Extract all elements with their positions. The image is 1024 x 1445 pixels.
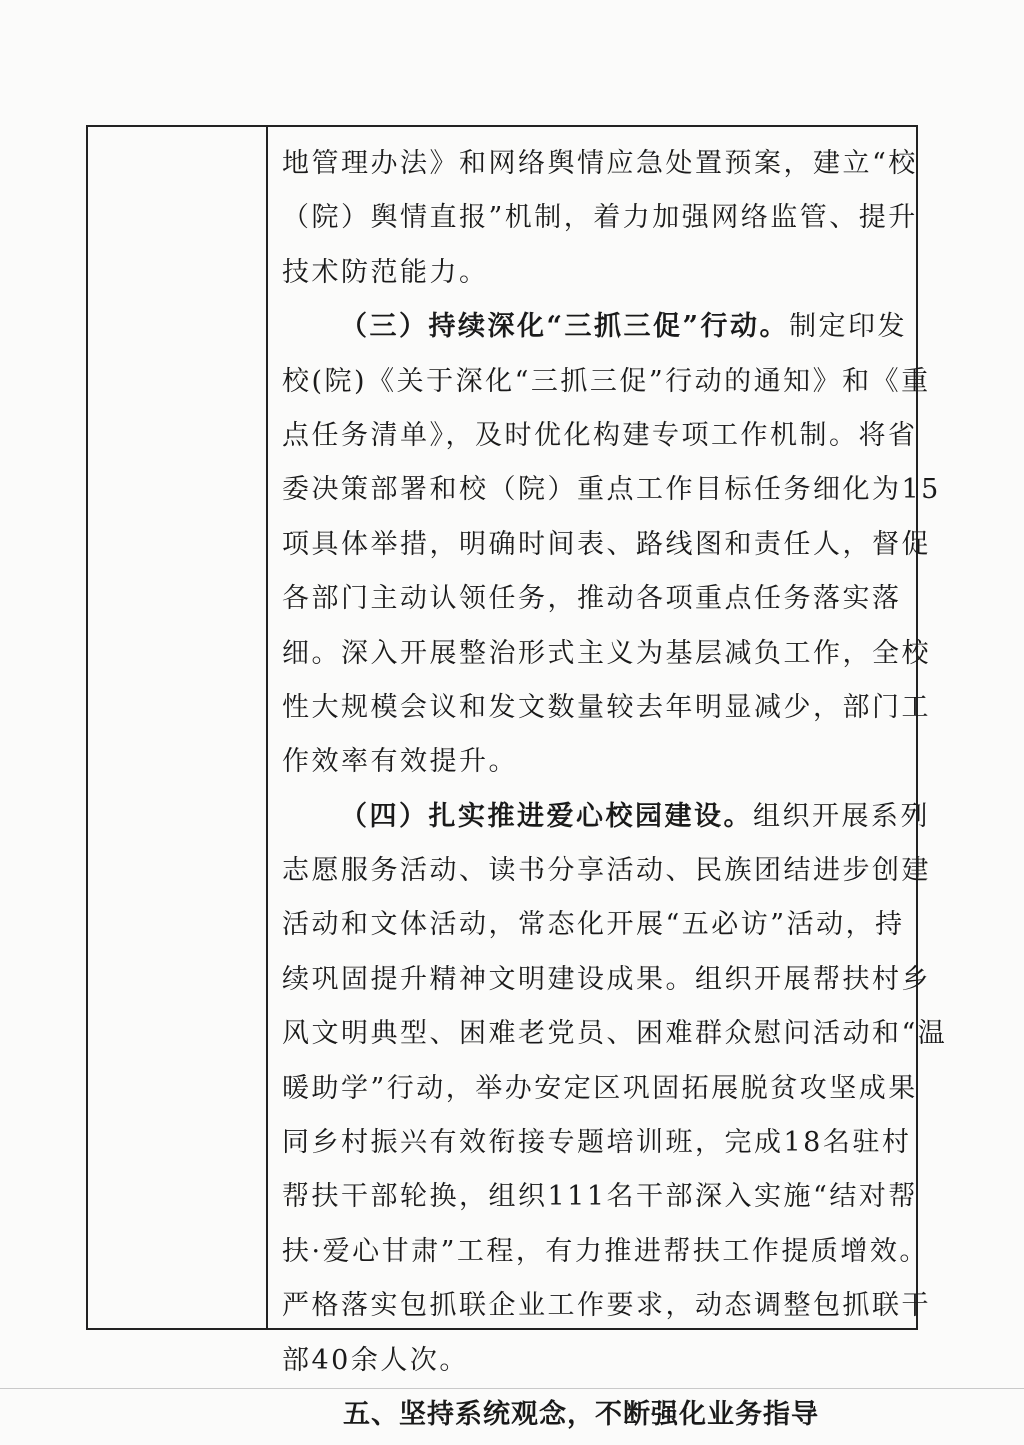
text-line: 扶·爱心甘肃”工程，有力推进帮扶工作提质增效。 (282, 1235, 929, 1267)
left-column-cell (88, 127, 268, 1328)
paragraph-4-first-line (282, 790, 930, 844)
text-line: 项具体举措，明确时间表、路线图和责任人，督促 (282, 528, 931, 560)
content-cell (268, 127, 948, 1430)
text-line: 校(院)《关于深化“三抓三促”行动的通知》和《重 (282, 365, 931, 397)
text-line: 部40余人次。 (282, 1344, 469, 1376)
text-line: 性大规模会议和发文数量较去年明显减少，部门工 (282, 691, 931, 723)
text-line: 严格落实包抓联企业工作要求，动态调整包抓联干 (282, 1290, 931, 1322)
text-line: 各部门主动认领任务，推动各项重点任务落实落 (282, 583, 902, 615)
paragraph-4-lead: 组织开展系列 (753, 800, 930, 832)
paragraph-3-lead: 制定印发 (789, 311, 908, 343)
text-line: 暖助学”行动，举办安定区巩固拓展脱贫攻坚成果 (282, 1072, 918, 1104)
text-line: 委决策部署和校（院）重点工作目标任务细化为15 (282, 474, 941, 506)
paragraph-3-heading: （三）持续深化“三抓三促”行动。 (340, 311, 790, 343)
section-heading: 五、坚持系统观念，不断强化业务指导 (343, 1398, 819, 1430)
text-line: 风文明典型、困难老党员、困难群众慰问活动和“温 (282, 1018, 948, 1050)
text-line: 地管理办法》和网络舆情应急处置预案，建立“校 (282, 148, 918, 179)
page-bottom-rule (0, 1388, 1024, 1389)
text-line: 点任务清单》，及时优化构建专项工作机制。将省 (282, 419, 918, 451)
paragraph-3-first-line (282, 300, 910, 354)
paragraph-4-heading: （四）扎实推进爱心校园建设。 (340, 800, 753, 832)
text-line: 作效率有效提升。 (282, 746, 518, 778)
text-line: 细。深入开展整治形式主义为基层减负工作，全校 (282, 637, 931, 669)
text-line: 帮扶干部轮换，组织111名干部深入实施“结对帮 (282, 1181, 918, 1213)
document-table (86, 125, 948, 1430)
text-line: 活动和文体活动，常态化开展“五必访”活动，持 (282, 909, 905, 941)
text-line: 续巩固提升精神文明建设成果。组织开展帮扶村乡 (282, 963, 931, 995)
text-line: 同乡村振兴有效衔接专题培训班，完成18名驻村 (282, 1127, 912, 1159)
text-line: 志愿服务活动、读书分享活动、民族团结进步创建 (282, 855, 931, 887)
text-line: （院）舆情直报”机制，着力加强网络监管、提升 (282, 202, 918, 234)
text-line: 技术防范能力。 (282, 256, 489, 288)
